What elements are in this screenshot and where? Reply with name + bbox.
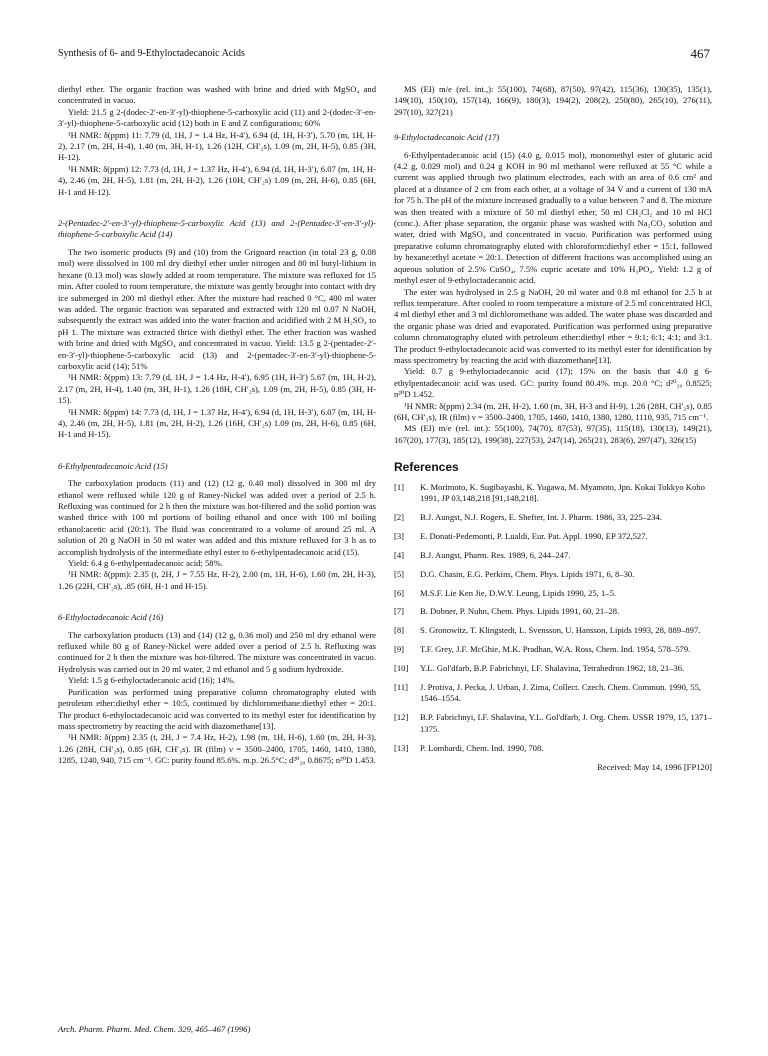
paragraph: Purification was performed using preparative column chromatography eluted with petroleum ether:diethyl ether = 10:5, continued by dichloromethane:diethyl ether = 20:1. The product 6-ethyloctadecanoic acid was converted to its methyl ester for identification by mass spectrometry by reacting the acid with diazomethane[13]. bbox=[58, 686, 376, 731]
reference-text: S. Gronowitz, T. Klingstedt, L. Svensson, U. Hansson, Lipids 1993, 28, 889–897. bbox=[420, 625, 701, 636]
paragraph: The carboxylation products (11) and (12) (12 g, 0.40 mol) dissolved in 300 ml dry ethanol were refluxed while 120 g of Raney-Nickel was added over a period of 2.5 h. Refluxing was continued for 2 h then the mixture was hot-filtered and the solid portion was washed thrice with 100 ml portions of boiling ethanol and once with 100 ml boiling ethanol:acetic acid (20:1). The fluid was concentrated to a volume of around 25 ml. A solution of 20 g NaOH in 50 ml water was added and this mixture refluxed for 3 h as to accomplish hydrolysis of the intermediate ethyl ester to 6-ethylpentadecanoic acid (15). bbox=[58, 478, 376, 557]
paragraph: 6-Ethylpentadecanoic acid (15) (4.0 g, 0.015 mol), monomethyl ester of glutaric acid (4.2 g, 0.029 mol) and 0.24 g KOH in 90 ml methanol were refluxed at 55 °C while a current was applied through two platinum electrodes, each with an area of 0.6 cm² and placed at a distance of 2 cm from each other, at a voltage of 34 V and a current of 130 mA for 75 h. The pH of the mixture increased gradually to a value between 7 and 8. The mixture was then treated with a mixture of 50 ml diethyl ether, 50 ml CH₂Cl₂ and 10 ml HCl (conc.). After phase separation, the organic phase was washed with Na₂CO₃ solution and water, dried with MgSO₄ and concentrated in vacuo. Purification was performed using preparative column chromatography eluted with chloroform:diethyl ether = 15:1, followed by hexane:ethyl acetate = 20:1. Detection of different fractions was accomplished using an aqueous solution of 2.5% CuSO₄, 7.5% cupric acetate and 10% H₃PO₄. Yield: 1.2 g of methyl ester of 9-ethyloctadecanoic acid. bbox=[394, 149, 712, 286]
reference-number: [13] bbox=[394, 742, 409, 753]
reference-number: [12] bbox=[394, 712, 409, 723]
left-column bbox=[58, 84, 376, 767]
reference-number: [5] bbox=[394, 568, 405, 579]
reference-number: [7] bbox=[394, 606, 405, 617]
journal-footer: Arch. Pharm. Pharm. Med. Chem. 329, 465–467 (1996) bbox=[58, 1024, 251, 1034]
section-heading: 6-Ethyloctadecanoic Acid (16) bbox=[58, 612, 164, 623]
reference-item bbox=[394, 550, 712, 561]
reference-item bbox=[394, 512, 712, 523]
reference-number: [2] bbox=[394, 511, 405, 522]
paragraph: Yield: 6.4 g 6-ethylpentadecanoic acid; 58%. bbox=[68, 558, 223, 569]
nmr-data: ¹H NMR: δ(ppm): 2.35 (t, 2H, J = 7.55 Hz, H-2), 2.00 (m, 1H, H-6), 1.60 (m, 2H, H-3), 1.26 (22H, CH′₂s), .85 (6H, H-1 and H-15). bbox=[58, 569, 376, 591]
reference-text: P. Lombardi, Chem. Ind. 1990, 708. bbox=[420, 742, 544, 753]
reference-text: D.G. Chasin, E.G. Perkins, Chem. Phys. Lipids 1971, 6, 8–30. bbox=[420, 568, 635, 579]
reference-item bbox=[394, 569, 712, 580]
reference-text: B. Dobner, P. Nuhn, Chem. Phys. Lipids 1991, 60, 21–28. bbox=[420, 606, 620, 617]
reference-number: [8] bbox=[394, 625, 405, 636]
reference-text: Y.L. Gol'dfarb, B.P. Fabrichnyi, I.F. Shalavina, Tetrahedron 1962, 18, 21–36. bbox=[420, 663, 685, 674]
reference-number: [3] bbox=[394, 530, 405, 541]
reference-item bbox=[394, 682, 712, 705]
nmr-data: ¹H NMR: δ(ppm) 2.35 (t, 2H, J = 7.4 Hz, H-2), 1.98 (m, 1H, H-6), 1.60 (m, 2H, H-3), 1.26 (28H, CH′₂s), 0.85 (6H, CH′₃s). IR (film) ν = 3500–2400, 1705, 1460, 1410, 1380, 1285, 1240, 940, 715 cm⁻¹. GC: purity found 85.6%. m.p. 26.5°C; d²⁰₂₀ 0.8675; n²⁰D 1.453. bbox=[58, 732, 376, 766]
reference-text: K. Morimoto, K. Sugibayashi, K. Yugawa, M. Myamoto, Jpn. Kokai Tokkyo Koho 1991, JP 03,148,218 [91,148,218]. bbox=[420, 481, 705, 503]
reference-text: E. Donati-Pedemonti, P. Lualdi, Eur. Pat. Appl. 1990, EP 372,527. bbox=[420, 530, 648, 541]
reference-number: [11] bbox=[394, 682, 408, 693]
reference-number: [1] bbox=[394, 481, 405, 492]
reference-number: [4] bbox=[394, 549, 405, 560]
nmr-data: ¹H NMR: δ(ppm) 13: 7.79 (d, 1H, J = 1.4 Hz, H-4′), 6.95 (1H, H-3′) 5.67 (m, 1H, H-2), 2.17 (m, 2H, H-4), 1.40 (m, 3H, H-1), 1.26 (18H, CH′₂s), 1.09 (m, 2H, H-5), 0.85 (3H, H-15). bbox=[58, 372, 376, 406]
reference-list bbox=[394, 482, 712, 755]
paragraph: Yield: 1.5 g 6-ethyloctadecanoic acid (16); 14%. bbox=[68, 675, 236, 686]
reference-text: B.J. Aungst, N.J. Rogers, E. Shefter, Int. J. Pharm. 1986, 33, 225–234. bbox=[420, 511, 662, 522]
references-heading: References bbox=[394, 460, 459, 475]
reference-item bbox=[394, 644, 712, 655]
nmr-data: ¹H NMR: δ(ppm) 2.34 (m, 2H, H-2), 1.60 (m, 3H, H-3 and H-9), 1.26 (28H, CH′₂s), 0.85 (6H, CH′₃s), IR (film) ν = 3500–2400, 1705, 1460, 1410, 1380, 1280, 1110, 935, 715 cm⁻¹. bbox=[394, 400, 712, 422]
paragraph: diethyl ether. The organic fraction was washed with brine and dried with MgSO₄ and concentrated in vacuo. bbox=[58, 84, 376, 106]
nmr-data: ¹H NMR: δ(ppm) 12: 7.73 (d, 1H, J = 1.37 Hz, H-4′), 6.94 (d, 1H, H-3′), 6.07 (m, 1H, H-4), 2.46 (m, 2H, H-5), 1.81 (m, 2H, H-2), 1.26 (10H, CH′₂s) 1.09 (m, 2H, H-6), 0.85 (6H, H-1 and H-12). bbox=[58, 163, 376, 197]
reference-item bbox=[394, 482, 712, 505]
reference-item bbox=[394, 606, 712, 617]
reference-number: [10] bbox=[394, 663, 409, 674]
page-number: 467 bbox=[690, 46, 710, 61]
right-column bbox=[394, 84, 712, 773]
nmr-data: ¹H NMR: δ(ppm) 14: 7.73 (d, 1H, J = 1.37 Hz, H-4′), 6.94 (d, 1H, H-3′), 6.07 (m, 1H, H-4), 2.46 (m, 2H, H-5), 1.81 (m, 2H, H-2), 1.26 (16H, CH′₂s) 1.09 (m, 2H, H-6), 0.85 (6H, H-1 and H-15). bbox=[58, 406, 376, 440]
reference-text: T.F. Grey, J.F. McGhie, M.K. Pradhan, W.A. Ross, Chem. Ind. 1954, 578–579. bbox=[420, 644, 691, 655]
received-date: Received: May 14, 1996 [FP120] bbox=[597, 761, 712, 772]
reference-text: J. Protiva, J. Pecka, J. Urban, J. Zima, Collect. Czech. Chem. Commun. 1990, 55, 1546–1554. bbox=[420, 682, 701, 704]
paragraph: Yield: 21.5 g 2-(dodec-2′-en-3′-yl)-thiophene-5-carboxylic acid (11) and 2-(dodec-3′-en-3′-yl)-thiophene-5-carboxylic acid (12) both in E and Z configurations; 60% bbox=[58, 106, 376, 129]
section-heading: 2-(Pentadec-2′-en-3′-yl)-thiophene-5-carboxylic Acid (13) and 2-(Pentadec-3′-en-3′-yl)-thiophene-5-carboxylic Acid (14) bbox=[58, 218, 376, 240]
section-heading: 6-Ethylpentadecanoic Acid (15) bbox=[58, 460, 168, 471]
section-heading: 9-Ethyloctadecanoic Acid (17) bbox=[394, 132, 500, 143]
reference-number: [6] bbox=[394, 587, 405, 598]
reference-text: B.J. Aungst, Pharm. Res. 1989, 6, 244–247. bbox=[420, 549, 571, 560]
running-title: Synthesis of 6- and 9-Ethyloctadecanoic Acids bbox=[58, 48, 245, 59]
paragraph: The ester was hydrolysed in 2.5 g NaOH, 20 ml water and 0.8 ml ethanol for 2.5 h at reflux temperature. After cooled to room temperature a mixture of 2.5 ml concentrated HCl, 4 ml diethyl ether and 3 ml dichloromethane was added. The water phase was discarded and the organic phase was dried and evaporated. Purification was performed using preparative column chromatography eluted with petroleum ether:diethyl ether = 9:1; 6:1; 4:1; and 3:1. The product 9-ethyloctadecanoic acid was converted to its methyl ester for identification by mass spectrometry by reacting the acid with diazomethane[13]. bbox=[394, 286, 712, 365]
reference-item bbox=[394, 743, 712, 754]
paragraph: The two isomeric products (9) and (10) from the Grignard reaction (in total 23 g, 0.08 mol) were dissolved in 100 ml dry diethyl ether under nitrogen and 80 ml butyl-lithium in hexane (0.13 mol) was slowly added at room temperature. The mixture was refluxed for 15 min. After cooled to room temperature, the mixture was gently brought into contact with dry ice submerged in 200 ml diethyl ether. After the mixture had reached 0 °C, 400 ml water was added. The organic fraction was separated and extracted with 120 ml 0.07 N NaOH, subsequently the extract was added into the water fraction and acidified with 2 M H₂SO₄ to pH 1. The mixture was extracted thrice with diethyl ether. The ether fraction was washed with brine and dried with MgSO₄ and concentrated in vacuo. Yield: 13.5 g 2-(pentadec-2′-en-3′-yl)-thiophene-5-carboxylic acid (13) and 2-(pentadec-3′-en-3′-yl)-thiophene-5-carboxylic acid (14); 51% bbox=[58, 246, 376, 371]
reference-text: B.P. Fabrichnyi, I.F. Shalavina, Y.L. Gol'dfarb, J. Org. Chem. USSR 1979, 15, 1371–1375. bbox=[420, 712, 712, 734]
paragraph: The carboxylation products (13) and (14) (12 g, 0.36 mol) and 250 ml dry ethanol were refluxed while 80 g of Raney-Nickel were added over a period of 2.5 h. Refluxing was continued for 2 h then the mixture was hot-filtered. The mixture was concentrated in vacuo. Hydrolysis was carried out in 20 ml water, 2 ml ethanol and 5 g sodium hydroxide. bbox=[58, 629, 376, 674]
paragraph: Yield: 0.7 g 9-ethyloctadecanoic acid (17); 15% on the basis that 4.0 g 6-ethylpentadecanoic acid was used. GC: purity found 80.4%. m.p. 20.0 °C; d²⁰₂₀ 0.8525; n²⁰D 1.452. bbox=[394, 366, 712, 400]
reference-number: [9] bbox=[394, 644, 405, 655]
ms-data: MS (EI) m/e (rel. int.): 55(100), 74(70), 87(53), 97(35), 115(18), 130(13), 149(21), 167(20), 177(3), 185(12), 199(38), 227(53), 247(14), 265(21), 283(6), 297(47), 326(15) bbox=[394, 423, 712, 445]
reference-item bbox=[394, 625, 712, 636]
reference-item bbox=[394, 663, 712, 674]
reference-item bbox=[394, 588, 712, 599]
nmr-data: ¹H NMR: δ(ppm) 11: 7.79 (d, 1H, J = 1.4 Hz, H-4′), 6.94 (d, 1H, H-3′), 5.70 (m, 1H, H-2), 2.17 (m, 2H, H-4), 1.40 (m, 3H, H-1), 1.26 (12H, CH′₂s), 1.09 (m, 2H, H-5), 0.85 (3H, H-12). bbox=[58, 129, 376, 163]
ms-data: MS (EI) m/e (rel. int.,): 55(100), 74(68), 87(50), 97(42), 115(36), 130(35), 135(1), 149(10), 150(10), 157(14), 166(9), 180(3), 194(2), 208(2), 250(80), 265(10), 276(11), 297(10), 327(21) bbox=[394, 84, 712, 117]
reference-item bbox=[394, 712, 712, 735]
reference-item bbox=[394, 531, 712, 542]
reference-text: M.S.F. Lie Ken Jie, D.W.Y. Leung, Lipids 1990, 25, 1–5. bbox=[420, 587, 617, 598]
running-header bbox=[58, 48, 710, 62]
